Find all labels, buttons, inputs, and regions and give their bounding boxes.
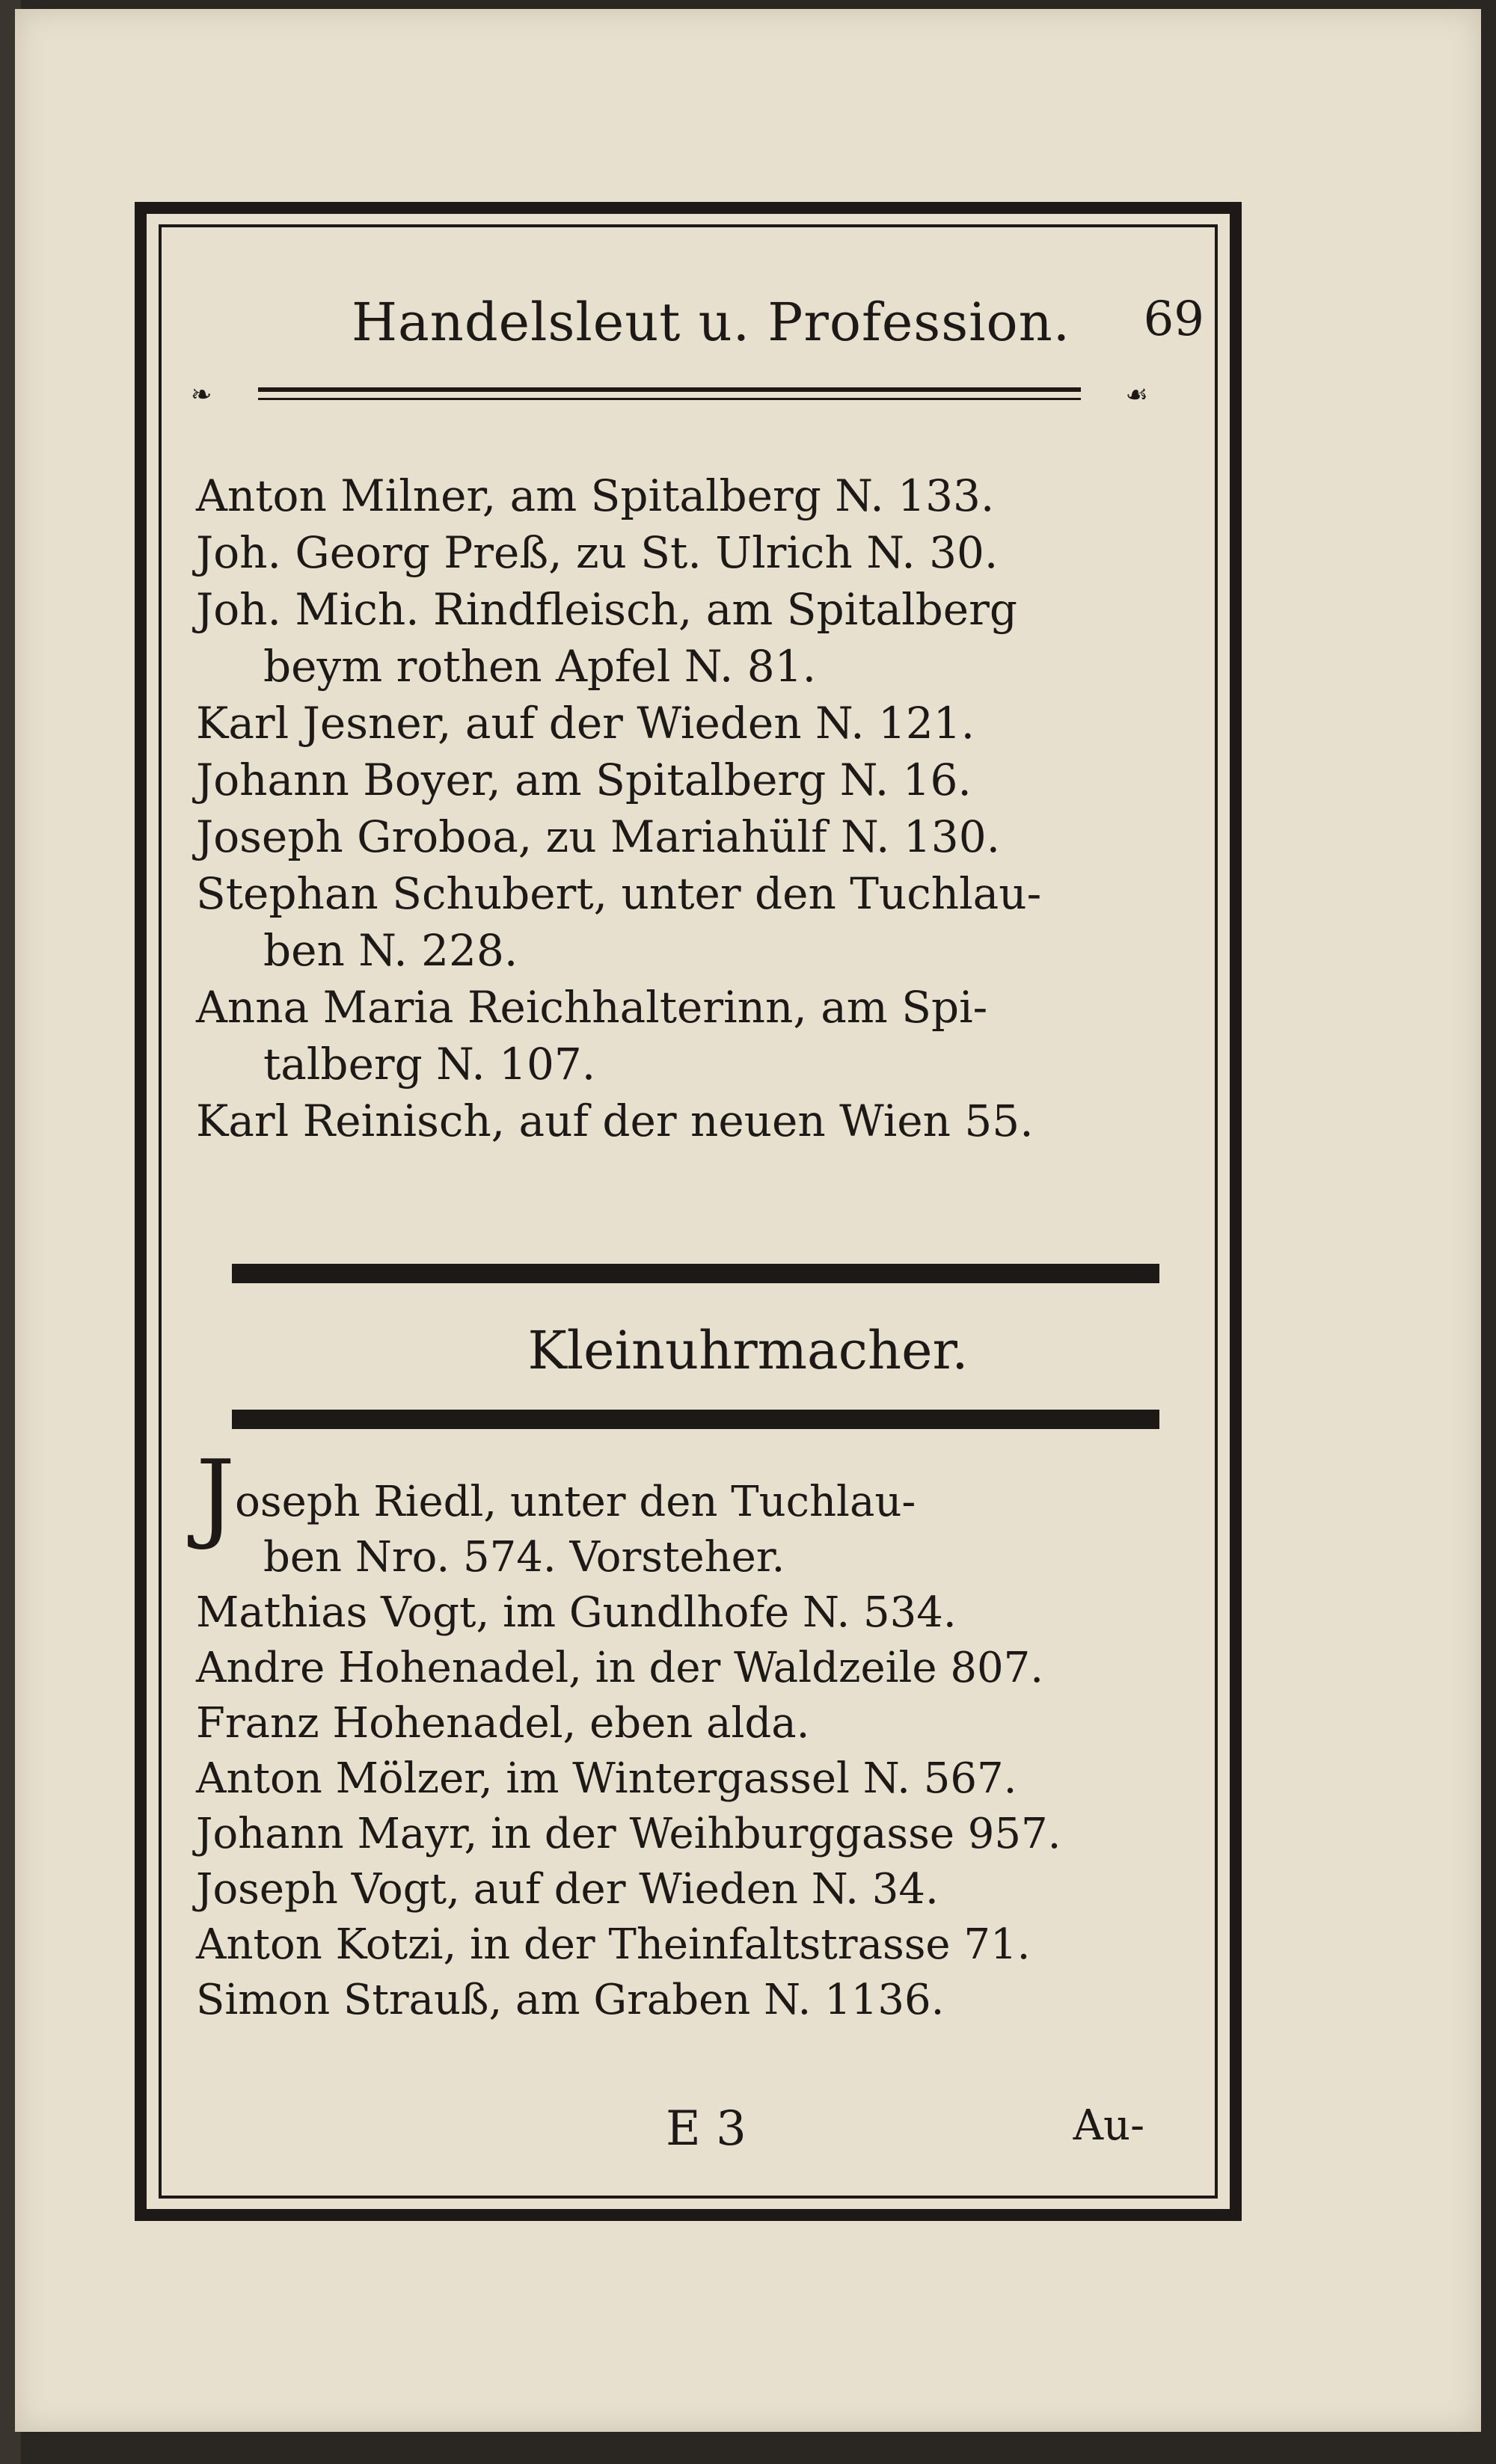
running-header <box>172 292 1204 359</box>
list-item: Simon Strauß, am Graben N. 1136. <box>196 1976 945 2024</box>
list-item: Anton Kotzi, in der Theinfaltstrasse 71. <box>196 1920 1031 1969</box>
section-title: Kleinuhrmacher. <box>527 1320 969 1381</box>
list-item: Joh. Mich. Rindfleisch, am Spitalberg <box>196 584 1017 635</box>
list-item-continuation: beym rothen Apfel N. 81. <box>263 641 817 692</box>
list-item: Joseph Vogt, auf der Wieden N. 34. <box>196 1865 939 1914</box>
drop-cap: J <box>196 1439 236 1552</box>
list-item-text: oseph Riedl, unter den Tuchlau- <box>235 1478 916 1526</box>
header-title: Handelsleut u. Profession. <box>352 292 1071 353</box>
signature-mark: E 3 <box>666 2101 747 2157</box>
list-item: Mathias Vogt, im Gundlhofe N. 534. <box>196 1588 957 1637</box>
list-item: Karl Jesner, auf der Wieden N. 121. <box>196 698 975 749</box>
list-item: Joh. Georg Preß, zu St. Ulrich N. 30. <box>196 527 999 578</box>
page-footer <box>172 2101 1144 2161</box>
ornament-right-icon: ☙ <box>1125 380 1148 410</box>
ornament-line <box>258 387 1081 392</box>
section-rule-top <box>232 1264 1159 1283</box>
entry-list-2 <box>196 1439 1168 2028</box>
list-item: Franz Hohenadel, eben alda. <box>196 1699 810 1748</box>
ornament-line <box>258 398 1081 400</box>
list-item-continuation: ben N. 228. <box>263 925 518 976</box>
list-item: Karl Reinisch, auf der neuen Wien 55. <box>196 1096 1034 1146</box>
entry-list-1 <box>196 467 1168 1149</box>
header-ornament <box>191 381 1148 408</box>
list-item: Andre Hohenadel, in der Waldzeile 807. <box>196 1644 1044 1692</box>
list-item-continuation: talberg N. 107. <box>263 1039 596 1090</box>
list-item: Johann Boyer, am Spitalberg N. 16. <box>196 755 972 805</box>
ornament-left-icon: ❧ <box>191 380 212 410</box>
list-item-continuation: ben Nro. 574. Vorsteher. <box>263 1533 785 1582</box>
list-item: Johann Mayr, in der Weihburggasse 957. <box>196 1810 1061 1858</box>
page-number: 69 <box>1143 292 1204 347</box>
list-item: Anna Maria Reichhalterinn, am Spi- <box>196 982 988 1033</box>
list-item: Joseph Groboa, zu Mariahülf N. 130. <box>196 811 1001 862</box>
list-item: Anton Mölzer, im Wintergassel N. 567. <box>196 1754 1017 1803</box>
catchword: Au- <box>1073 2101 1144 2150</box>
list-item <box>196 1439 1168 1552</box>
list-item: Anton Milner, am Spitalberg N. 133. <box>196 470 995 521</box>
section-rule-bottom <box>232 1410 1159 1429</box>
list-item: Stephan Schubert, unter den Tuchlau- <box>196 868 1042 919</box>
